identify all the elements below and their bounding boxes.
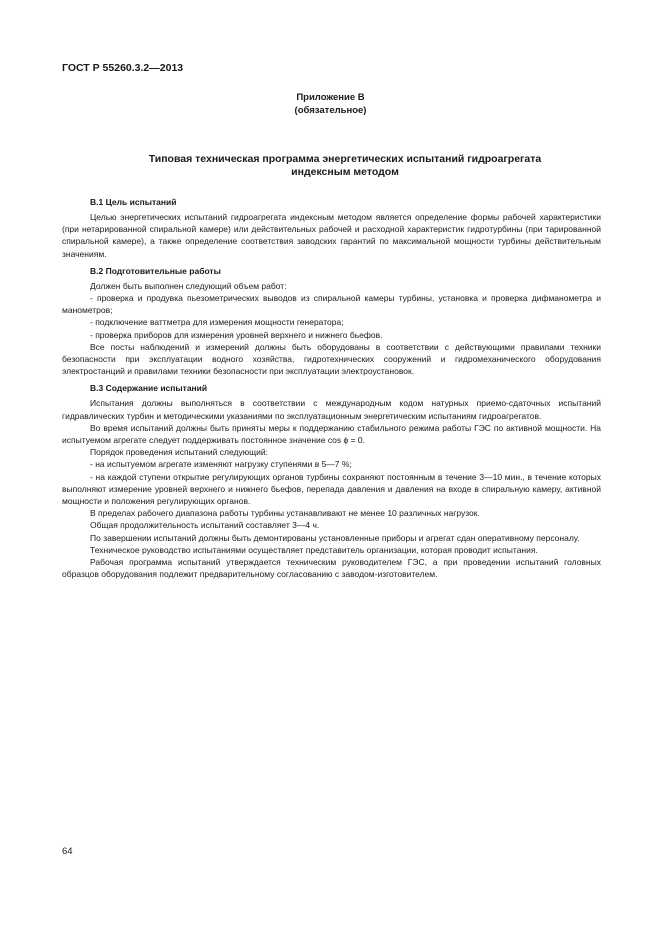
paragraph: Рабочая программа испытаний утверждается техническим руководителем ГЭС, а при проведении испытаний головных образцов оборудования подлежит предварительному согласованию с заводом-изготовителем.: [62, 557, 601, 580]
paragraph: Техническое руководство испытаниями осуществляет представитель организации, которая проводит испытания.: [90, 544, 538, 555]
paragraph: Во время испытаний должны быть приняты меры к поддержанию стабильного режима работы ГЭС по активной мощности. На испытуемом агрегате следует поддерживать постоянное значение cos ϕ = 0.: [62, 422, 601, 446]
paragraph: Должен быть выполнен следующий объем работ:: [90, 280, 287, 291]
section-3: [62, 382, 601, 580]
paragraph: Общая продолжительность испытаний составляет 3—4 ч.: [90, 520, 320, 531]
section-heading: В.1 Цель испытаний: [90, 197, 177, 207]
list-item: - подключение ваттметра для измерения мощности генератора;: [90, 317, 344, 328]
list-item: - на каждой ступени открытие регулирующих органов турбины сохраняют постоянным в течение 3—10 мин., в течение которых выполняют измерение уровней верхнего и нижнего бьефов, перепада давления и давления на входе в спиральную камеру, активной мощности и положения регулирующих органов.: [62, 471, 601, 507]
appendix-title: Приложение В: [296, 92, 365, 103]
standard-number: ГОСТ Р 55260.3.2—2013: [62, 62, 184, 74]
document-title-line-2: индексным методом: [291, 166, 399, 178]
document-body: [62, 196, 601, 585]
document-title-line-1: Типовая техническая программа энергетических испытаний гидроагрегата: [148, 153, 542, 165]
paragraph: Порядок проведения испытаний следующий:: [90, 447, 268, 458]
list-item: - на испытуемом агрегате изменяют нагрузку ступенями в 5—7 %;: [90, 459, 352, 470]
paragraph: Все посты наблюдений и измерений должны быть оборудованы в соответствии с действующими правилами техники безопасности при эксплуатации водного хозяйства, гидротехнических сооружений и гидромеханического оборудования электростанций и правилами техники безопасности при эксплуатации электроустановок.: [62, 341, 601, 377]
paragraph: Испытания должны выполняться в соответствии с международным кодом натурных приемо-сдаточных испытаний гидравлических турбин и методическими указаниями по эксплуатационным энергетическим испытаниям гидроагрегатов.: [62, 398, 601, 421]
section-heading: В.2 Подготовительные работы: [90, 265, 221, 276]
section-1: [62, 196, 601, 260]
document-title: [90, 153, 600, 179]
section-heading: В.3 Содержание испытаний: [90, 383, 208, 394]
list-item: - проверка и продувка пьезометрических выводов из спиральной камеры турбины, установка и проверка дифманометра и манометров;: [62, 293, 601, 316]
paragraph: По завершении испытаний должны быть демонтированы установленные приборы и агрегат сдан оперативному персоналу.: [90, 532, 580, 543]
list-item: - проверка приборов для измерения уровней верхнего и нижнего бьефов.: [90, 329, 383, 340]
paragraph: В пределах рабочего диапазона работы турбины устанавливают не менее 10 различных нагрузок.: [90, 508, 480, 519]
section-2: [62, 265, 601, 378]
paragraph: Целью энергетических испытаний гидроагрегата индексным методом является определение формы рабочей характеристики (при нетарированной спиральной камере) или действительных рабочей и расходной характеристик гидротурбины (при тарированной спиральной камере), а также определение соответствия заводских гарантий по максимальной мощности турбины действительным значениям.: [62, 212, 601, 259]
appendix-status: (обязательное): [294, 105, 367, 116]
page-number: 64: [62, 846, 73, 857]
